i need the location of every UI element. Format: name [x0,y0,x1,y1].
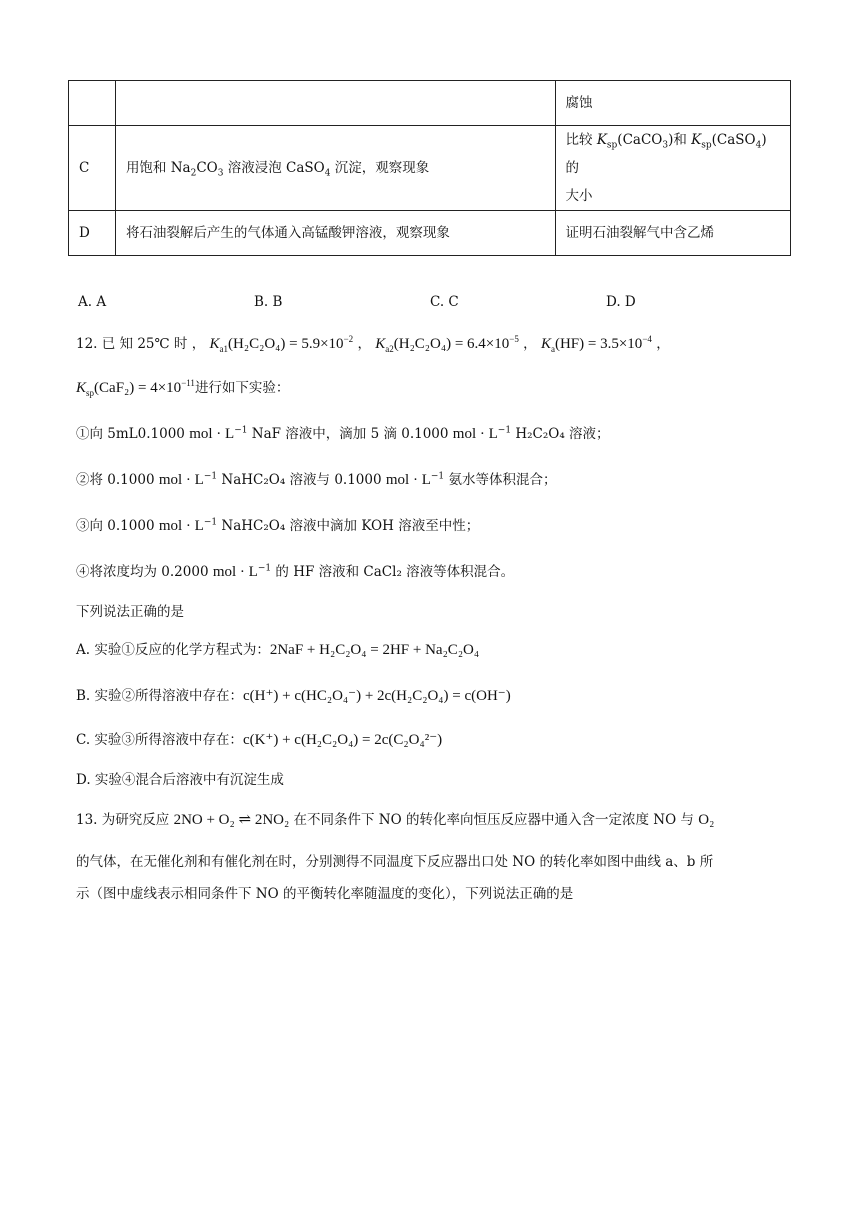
row-purpose: 比较 $K_{sp}(CaCO_3)$和 $K_{sp}(CaSO_4)$的 大小 [555,126,790,211]
q12-line-1: 12. 已 知 25℃ 时 ， $K_{a1}(H_2C_2O_4) = 5.9\times 10^{-2}$ ， $K_{a2}(H_2C_2O_4) = 6.4\times 10^{-5}$ ， $K_a(HF) = 3.5\times 10^{-4}$ ， [76,334,670,354]
table-row [69,81,791,126]
table-row [69,126,791,211]
option-c: C. C [430,294,459,310]
row-operation: 将石油裂解后产生的气体通入高锰酸钾溶液，观察现象 [115,211,555,256]
q12-option-c: C. 实验③所得溶液中存在：c(K⁺) + c(H₂C₂O₄) = 2c(C₂O₄²⁻) [76,732,443,748]
q13-line-3: 示（图中虚线表示相同条件下 NO 的平衡转化率随温度的变化），下列说法正确的是 [76,886,574,902]
q12-option-d: D. 实验④混合后溶液中有沉淀生成 [76,772,284,788]
option-a: A. A [78,294,107,310]
q12-exp4: ④将浓度均为 0.2000 mol · $L^{-1}$ 的 HF 溶液和 CaCl₂ 溶液等体积混合。 [76,563,515,580]
table-row [69,211,791,256]
row-label: C [69,126,116,211]
row-operation: 用饱和 $Na_2CO_3$ 溶液浸泡 CaSO$_4$ 沉淀，观察现象 [115,126,555,211]
experiment-table [68,80,791,256]
row-operation [115,81,555,126]
option-b: B. B [254,294,283,310]
row-purpose: 腐蚀 [555,81,790,126]
q12-option-a: A. 实验①反应的化学方程式为：2NaF + H₂C₂O₄ = 2HF + Na₂C₂O₄ [76,642,480,658]
q13-line-2: 的气体，在无催化剂和有催化剂在时，分别测得不同温度下反应器出口处 NO 的转化率如图中曲线 a、b 所 [76,854,714,870]
q12-exp3: ③向 0.1000 mol · $L^{-1}$ NaHC₂O₄ 溶液中滴加 KOH 溶液至中性； [76,517,480,534]
q12-option-b: B. 实验②所得溶液中存在：c(H⁺) + c(HC₂O₄⁻) + 2c(H₂C₂O₄) = c(OH⁻) [76,688,511,704]
q13-line-1: 13. 为研究反应 2NO + O₂ ⇌ 2NO₂ 在不同条件下 NO 的转化率向恒压反应器中通入含一定浓度 NO 与 O₂ [76,812,715,828]
q12-line-2: $K_{sp}(CaF_2) = 4\times 10^{-11}$进行如下实验： [76,378,290,398]
row-label: D [69,211,116,256]
q12-exp2: ②将 0.1000 mol · $L^{-1}$ NaHC₂O₄ 溶液与 0.1000 mol · $L^{-1}$ 氨水等体积混合； [76,471,557,488]
row-purpose: 证明石油裂解气中含乙烯 [555,211,790,256]
q12-exp1: ①向 5mL0.1000 mol · $L^{-1}$ NaF 溶液中，滴加 5 滴 0.1000 mol · $L^{-1}$ H₂C₂O₄ 溶液； [76,425,610,442]
q12-question: 下列说法正确的是 [76,604,184,620]
option-d: D. D [606,294,636,310]
row-label [69,81,116,126]
